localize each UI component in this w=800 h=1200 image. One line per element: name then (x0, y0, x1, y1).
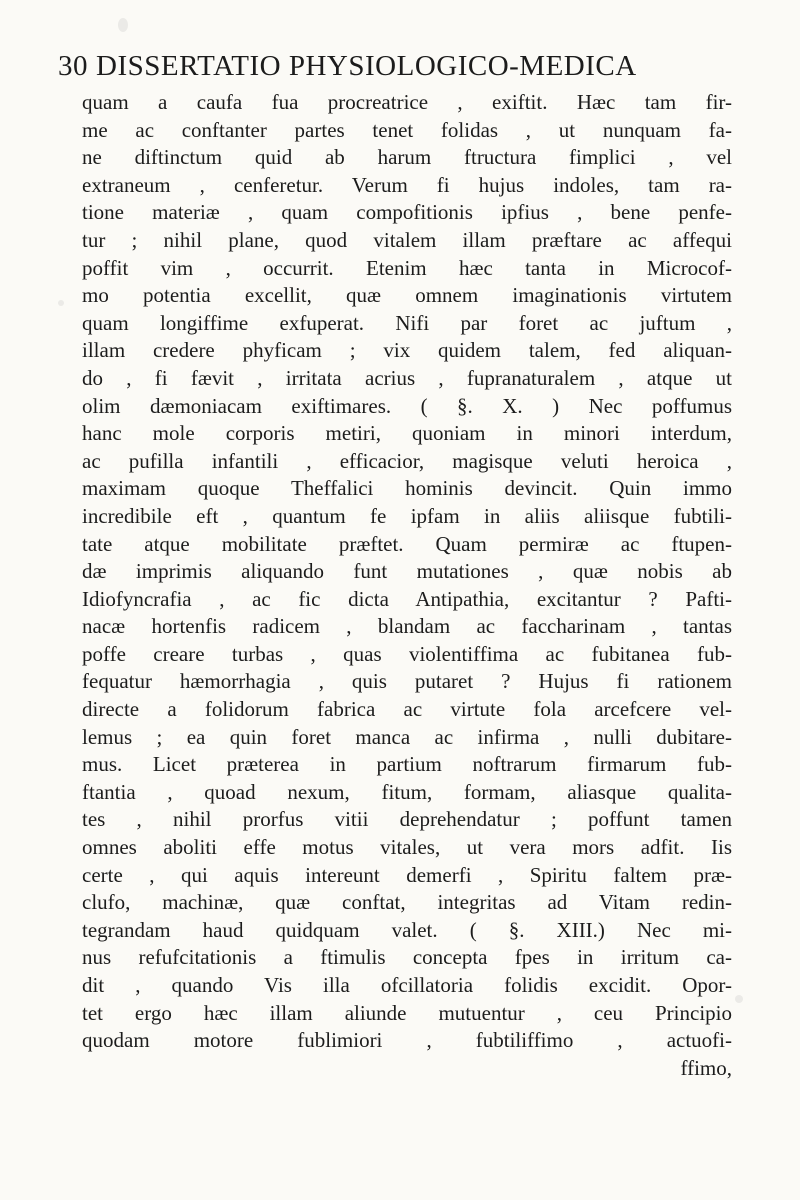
text-line: quodam motore fublimiori , fubtiliffimo , actuofi- (82, 1028, 732, 1053)
text-line: fequatur hæmorrhagia , quis putaret ? Hujus fi rationem (82, 669, 732, 694)
text-line: clufo, machinæ, quæ conftat, integritas ad Vitam redin- (82, 890, 732, 915)
text-line: quam a caufa fua procreatrice , exiftit. Hæc tam fir- (82, 90, 732, 114)
text-line: omnes aboliti effe motus vitales, ut vera mors adfit. Iis (82, 835, 732, 860)
text-line: extraneum , cenferetur. Verum fi hujus indoles, tam ra- (82, 172, 732, 197)
page-header (58, 50, 758, 90)
page-smudge-mark (118, 18, 128, 32)
text-line: nacæ hortenfis radicem , blandam ac faccharinam , tantas (82, 614, 732, 639)
text-line: hanc mole corporis metiri, quoniam in minori interdum, (82, 421, 732, 446)
text-line: Idiofyncrafia , ac fic dicta Antipathia, excitantur ? Pafti- (82, 586, 732, 611)
text-line: certe , qui aquis intereunt demerfi , Spiritu faltem præ- (82, 862, 732, 887)
text-line: maximam quoque Theffalici hominis devincit. Quin immo (82, 476, 732, 501)
text-line: ffimo, (680, 1055, 732, 1080)
text-line: tes , nihil prorfus vitii deprehendatur ; poffunt tamen (82, 807, 732, 832)
text-line: mus. Licet præterea in partium noftrarum firmarum fub- (82, 752, 732, 777)
text-line: tione materiæ , quam compofitionis ipfius , bene penfe- (82, 200, 732, 225)
text-line: ne diftinctum quid ab harum ftructura fimplici , vel (82, 145, 732, 170)
body-text (82, 89, 732, 1082)
running-title: DISSERTATIO PHYSIOLOGICO-MEDICA (96, 50, 637, 82)
page-smudge-mark (58, 300, 64, 306)
page-number: 30 (58, 50, 88, 82)
text-line: mo potentia excellit, quæ omnem imaginationis virtutem (82, 283, 732, 308)
text-line: tegrandam haud quidquam valet. ( §. XIII.) Nec mi- (82, 917, 732, 942)
text-line: dit , quando Vis illa ofcillatoria folidis excidit. Opor- (82, 973, 732, 997)
text-line: ftantia , quoad nexum, fitum, formam, aliasque qualita- (82, 779, 732, 804)
text-line: poffit vim , occurrit. Etenim hæc tanta in Microcof- (82, 255, 732, 280)
text-line: directe a folidorum fabrica ac virtute fola arcefcere vel- (82, 697, 732, 722)
text-line: incredibile eft , quantum fe ipfam in aliis aliisque fubtili- (82, 503, 732, 528)
text-line: ac pufilla infantili , efficacior, magisque veluti heroica , (82, 448, 732, 473)
text-line: tet ergo hæc illam aliunde mutuentur , ceu Principio (82, 1000, 732, 1025)
text-line: lemus ; ea quin foret manca ac infirma , nulli dubitare- (82, 724, 732, 749)
text-line: do , fi fævit , irritata acrius , fupranaturalem , atque ut (82, 365, 732, 390)
text-line: illam credere phyficam ; vix quidem talem, fed aliquan- (82, 338, 732, 363)
text-line: olim dæmoniacam exiftimares. ( §. X. ) Nec poffumus (82, 393, 732, 418)
text-line: quam longiffime exfuperat. Nifi par foret ac juftum , (82, 310, 732, 335)
text-line: dæ imprimis aliquando funt mutationes , quæ nobis ab (82, 559, 732, 584)
text-line: tate atque mobilitate præftet. Quam permiræ ac ftupen- (82, 531, 732, 556)
text-line: tur ; nihil plane, quod vitalem illam præftare ac affequi (82, 227, 732, 252)
text-line: me ac conftanter partes tenet folidas , ut nunquam fa- (82, 117, 732, 142)
text-line: poffe creare turbas , quas violentiffima ac fubitanea fub- (82, 641, 732, 666)
page-smudge-mark (735, 995, 743, 1003)
text-line: nus refufcitationis a ftimulis concepta fpes in irritum ca- (82, 945, 732, 970)
